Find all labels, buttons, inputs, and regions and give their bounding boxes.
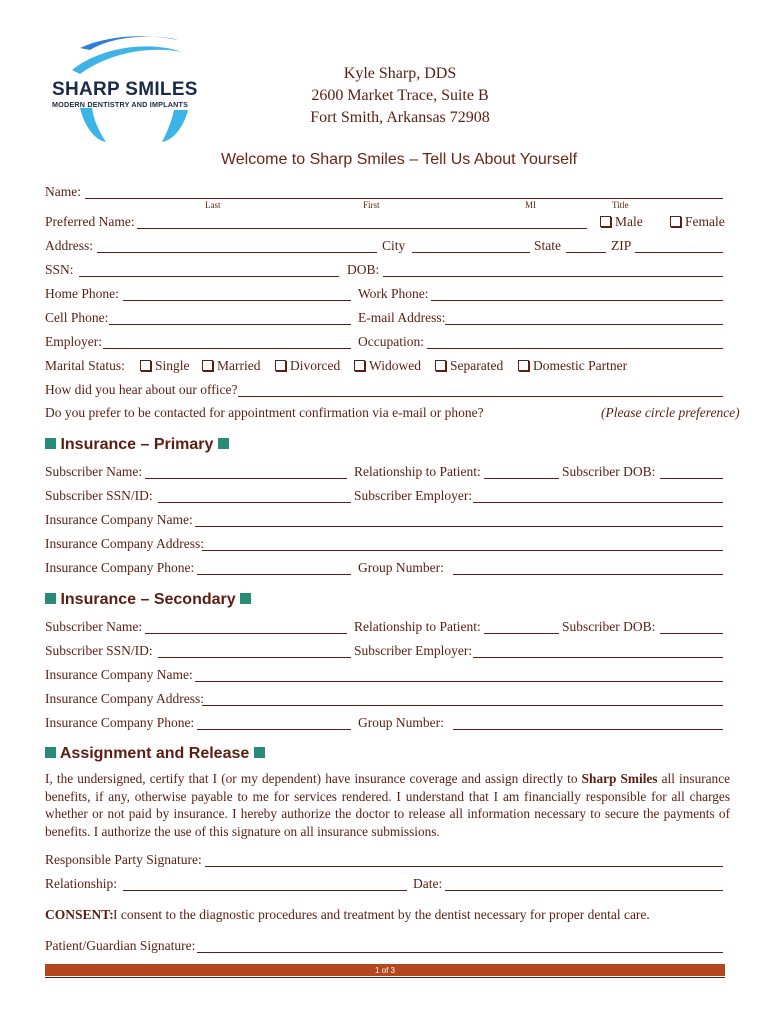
marital-single-checkbox[interactable]: Single — [140, 358, 190, 374]
marital-row: Marital Status: Single Married Divorced Widowed Separated Domestic Partner — [45, 358, 628, 373]
address-field[interactable] — [97, 251, 377, 253]
marital-married-checkbox[interactable]: Married — [202, 358, 260, 374]
doctor-name: Kyle Sharp, DDS — [343, 65, 457, 82]
primary-subscriber-name-field[interactable] — [145, 477, 347, 479]
marital-divorced-checkbox[interactable]: Divorced — [275, 358, 340, 374]
marital-separated-checkbox[interactable]: Separated — [435, 358, 503, 374]
employer-field[interactable] — [103, 347, 351, 349]
female-checkbox[interactable]: Female — [670, 214, 725, 230]
contact-question: Do you prefer to be contacted for appointment confirmation via e-mail or phone? — [45, 405, 484, 420]
home-phone-field[interactable] — [123, 299, 351, 301]
primary-employer-field[interactable] — [473, 501, 723, 503]
assignment-text: I, the undersigned, certify that I (or my dependent) have insurance coverage and assign directly to Sharp Smiles all insurance benefits, if any, otherwise payable to me for services rendered. I understand that I am financially responsible for all charges whether or not paid by insurance. I hereby authorize the doctor to release all information necessary to secure the payments of benefits. I authorize the use of this signature on all insurance submissions. — [45, 771, 731, 839]
footer-rule — [45, 977, 725, 978]
male-checkbox[interactable]: Male — [600, 214, 643, 230]
contact-row — [45, 405, 740, 425]
form-title: Welcome to Sharp Smiles – Tell Us About Yourself — [220, 151, 578, 168]
marital-widowed-checkbox[interactable]: Widowed — [354, 358, 421, 374]
guardian-signature-field[interactable] — [197, 951, 723, 953]
cell-row: Cell Phone: E-mail Address: — [45, 310, 725, 330]
referral-field[interactable] — [238, 395, 723, 397]
logo-tagline: MODERN DENTISTRY AND IMPLANTS — [52, 100, 189, 109]
zip-field[interactable] — [635, 251, 723, 253]
name-row: Name: Last First MI Title — [45, 184, 725, 204]
secondary-subscriber-row: Subscriber Name: Relationship to Patient: Subscriber DOB: — [45, 619, 725, 639]
page-number: 1 of 3 — [374, 966, 395, 975]
preferred-name-field[interactable] — [137, 227, 587, 229]
marital-domestic-partner-checkbox[interactable]: Domestic Partner — [518, 358, 627, 374]
primary-ssn-field[interactable] — [158, 501, 351, 503]
name-field[interactable] — [85, 197, 723, 199]
primary-company-phone-field[interactable] — [197, 573, 351, 575]
primary-company-address-field[interactable] — [202, 549, 723, 551]
secondary-subscriber-name-field[interactable] — [145, 632, 347, 634]
email-field[interactable] — [445, 323, 723, 325]
primary-company-address-row: Insurance Company Address: — [45, 536, 725, 556]
ssn-field[interactable] — [79, 275, 339, 277]
primary-company-name-field[interactable] — [195, 525, 723, 527]
secondary-ssn-row: Subscriber SSN/ID: Subscriber Employer: — [45, 643, 725, 663]
secondary-company-phone-row: Insurance Company Phone: Group Number: — [45, 715, 725, 735]
secondary-company-phone-field[interactable] — [197, 728, 351, 730]
primary-group-number-field[interactable] — [453, 573, 723, 575]
secondary-relationship-field[interactable] — [484, 632, 559, 634]
secondary-ssn-field[interactable] — [158, 656, 351, 658]
responsible-signature-row: Responsible Party Signature: — [45, 852, 725, 872]
secondary-employer-field[interactable] — [473, 656, 723, 658]
consent-statement: CONSENT: I consent to the diagnostic procedures and treatment by the dentist necessary for proper dental care. — [45, 907, 650, 922]
insurance-primary-heading: Insurance – Primary — [45, 436, 229, 454]
secondary-company-address-row: Insurance Company Address: — [45, 691, 725, 711]
address-row: Address: City State ZIP — [45, 238, 725, 258]
secondary-company-name-field[interactable] — [195, 680, 723, 682]
insurance-secondary-heading: Insurance – Secondary — [45, 591, 251, 609]
street-address: 2600 Market Trace, Suite B — [311, 87, 489, 104]
preferred-name-row: Preferred Name: Male Female — [45, 214, 725, 229]
assignment-heading: Assignment and Release — [45, 745, 265, 763]
primary-ssn-row: Subscriber SSN/ID: Subscriber Employer: — [45, 488, 725, 508]
responsible-signature-field[interactable] — [205, 865, 723, 867]
occupation-field[interactable] — [427, 347, 723, 349]
work-phone-field[interactable] — [431, 299, 723, 301]
ssn-row: SSN: DOB: — [45, 262, 725, 282]
secondary-company-address-field[interactable] — [202, 704, 723, 706]
primary-relationship-field[interactable] — [484, 477, 559, 479]
phone-row: Home Phone: Work Phone: — [45, 286, 725, 306]
date-field[interactable] — [445, 889, 723, 891]
employer-row: Employer: Occupation: — [45, 334, 725, 354]
relationship-date-row: Relationship: Date: — [45, 876, 725, 896]
state-field[interactable] — [566, 251, 606, 253]
guardian-signature-row: Patient/Guardian Signature: — [45, 938, 725, 958]
primary-dob-field[interactable] — [660, 477, 723, 479]
referral-row: How did you hear about our office? — [45, 382, 725, 402]
city-field[interactable] — [412, 251, 530, 253]
primary-subscriber-row: Subscriber Name: Relationship to Patient: Subscriber DOB: — [45, 464, 725, 484]
logo-name: SHARP SMILES — [52, 79, 198, 100]
cell-phone-field[interactable] — [109, 323, 351, 325]
secondary-group-number-field[interactable] — [453, 728, 723, 730]
city-address: Fort Smith, Arkansas 72908 — [310, 109, 490, 126]
secondary-company-name-row: Insurance Company Name: — [45, 667, 725, 687]
contact-note: (Please circle preference) — [601, 405, 740, 420]
primary-company-name-row: Insurance Company Name: — [45, 512, 725, 532]
secondary-dob-field[interactable] — [660, 632, 723, 634]
relationship-field[interactable] — [123, 889, 407, 891]
primary-company-phone-row: Insurance Company Phone: Group Number: — [45, 560, 725, 580]
dob-field[interactable] — [383, 275, 723, 277]
